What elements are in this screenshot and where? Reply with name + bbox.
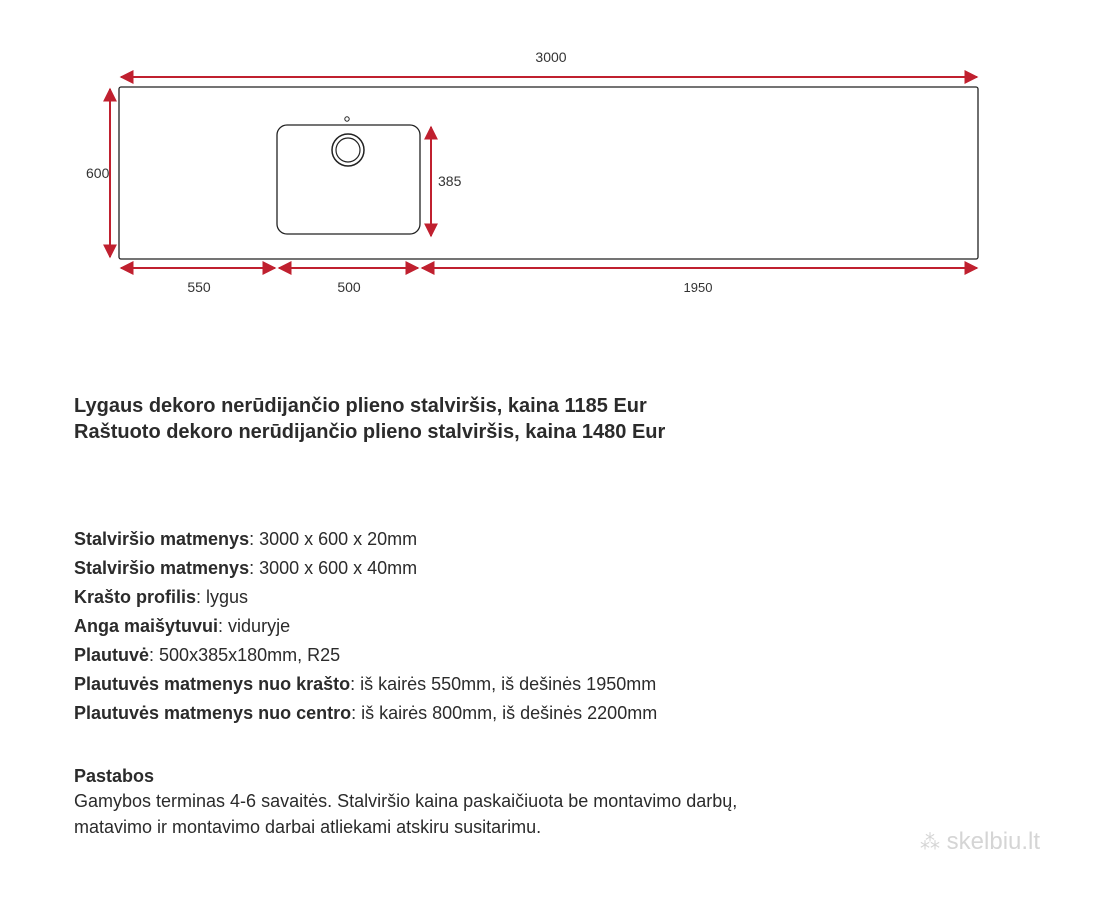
spec-label: Stalviršio matmenys	[74, 558, 250, 578]
dim-label-sink-depth: 385	[438, 173, 462, 189]
countertop-drawing	[0, 0, 1099, 340]
spec-label: Plautuvės matmenys nuo centro	[74, 703, 352, 723]
spec-value: : iš kairės 800mm, iš dešinės 2200mm	[351, 703, 658, 723]
countertop-outline	[119, 87, 978, 259]
spec-row	[74, 643, 657, 672]
spec-value: : lygus	[196, 587, 249, 607]
spec-label: Plautuvė	[74, 645, 150, 665]
drain-outer	[332, 134, 364, 166]
dim-label-right-offset: 1950	[683, 280, 713, 295]
spec-row	[74, 585, 657, 614]
title-patterned-price: Raštuoto dekoro nerūdijančio plieno stalviršis, kaina 1480 Eur	[74, 421, 666, 443]
dim-label-sink-width: 500	[337, 279, 361, 295]
watermark	[920, 828, 1040, 856]
spec-label: Krašto profilis	[74, 587, 197, 607]
spec-row	[74, 701, 657, 730]
drain-inner	[336, 138, 360, 162]
title-smooth-price: Lygaus dekoro nerūdijančio plieno stalviršis, kaina 1185 Eur	[74, 395, 647, 417]
spec-label: Plautuvės matmenys nuo krašto	[74, 674, 351, 694]
spec-row	[74, 556, 657, 585]
dim-label-total-length: 3000	[535, 49, 567, 65]
faucet-hole	[345, 117, 349, 121]
spec-value: : 500x385x180mm, R25	[149, 645, 341, 665]
notes-section	[74, 764, 974, 840]
spec-row	[74, 527, 657, 556]
dim-label-left-offset: 550	[187, 279, 211, 295]
watermark-logo-icon: ⁂	[920, 832, 940, 854]
spec-value: : viduryje	[218, 616, 291, 636]
spec-value: : 3000 x 600 x 40mm	[249, 558, 418, 578]
spec-value: : 3000 x 600 x 20mm	[249, 529, 418, 549]
dim-label-width: 600	[86, 165, 110, 181]
spec-value: : iš kairės 550mm, iš dešinės 1950mm	[350, 674, 657, 694]
spec-row	[74, 672, 657, 701]
watermark-text: skelbiu.lt	[946, 828, 1041, 855]
spec-row	[74, 614, 657, 643]
spec-label: Anga maišytuvui	[74, 616, 219, 636]
notes-line: Gamybos terminas 4-6 savaitės. Stalviršio kaina paskaičiuota be montavimo darbų,	[74, 791, 738, 811]
sink-outline	[277, 125, 420, 234]
notes-heading: Pastabos	[74, 766, 155, 786]
spec-label: Stalviršio matmenys	[74, 529, 250, 549]
spec-list	[74, 527, 657, 730]
price-titles	[74, 393, 665, 445]
notes-line: matavimo ir montavimo darbai atliekami atskiru susitarimu.	[74, 817, 542, 837]
